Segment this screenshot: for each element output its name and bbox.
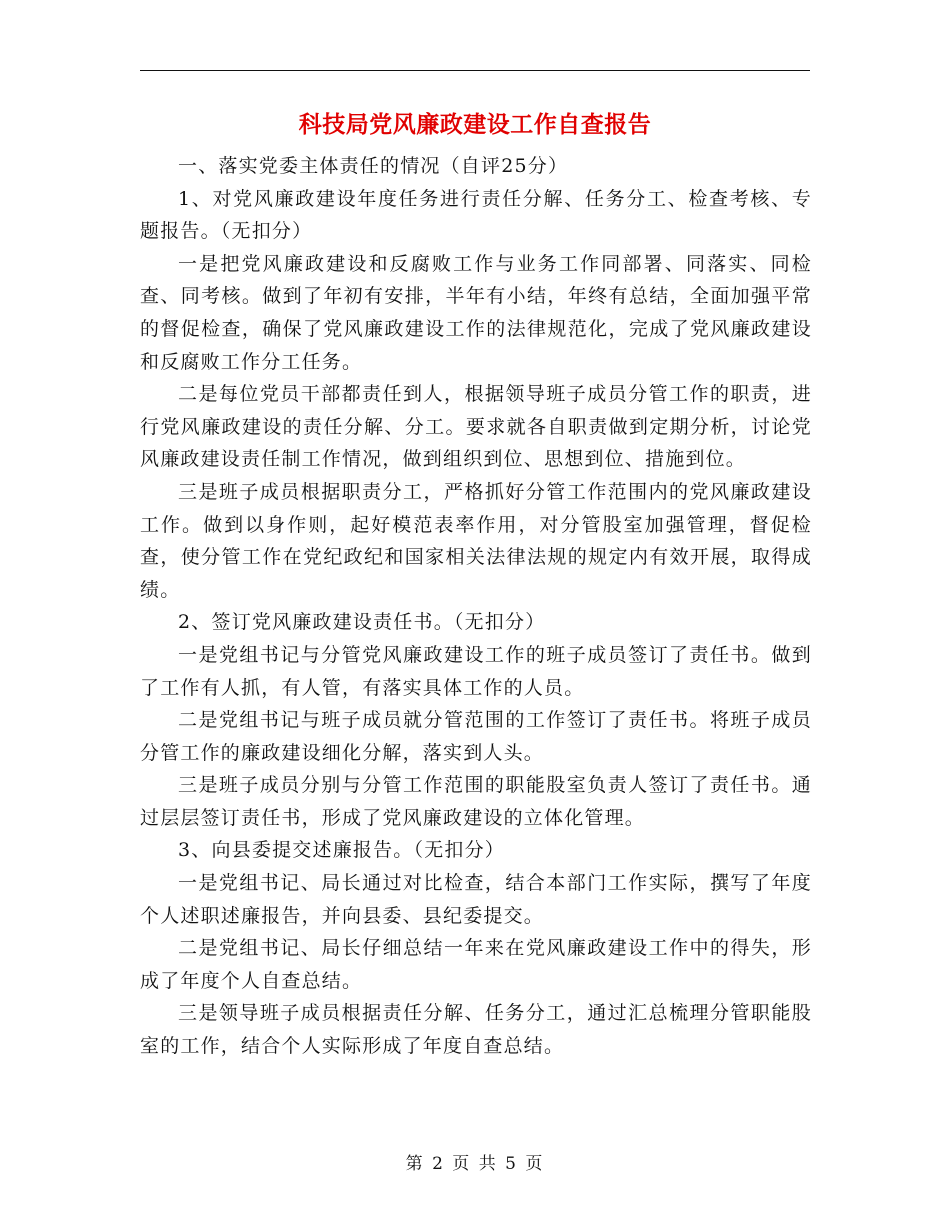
document-body bbox=[140, 150, 812, 1063]
body-paragraph: 一是把党风廉政建设和反腐败工作与业务工作同部署、同落实、同检查、同考核。做到了年初有安排，半年有小结，年终有总结，全面加强平常的督促检查，确保了党风廉政建设工作的法律规范化，完成了党风廉政建设和反腐败工作分工任务。 bbox=[140, 252, 812, 373]
body-paragraph: 三是班子成员根据职责分工，严格抓好分管工作范围内的党风廉政建设工作。做到以身作则，起好模范表率作用，对分管股室加强管理，督促检查，使分管工作在党纪政纪和国家相关法律法规的规定内有效开展，取得成绩。 bbox=[140, 480, 812, 601]
body-paragraph: 三是领导班子成员根据责任分解、任务分工，通过汇总梳理分管职能股室的工作，结合个人实际形成了年度自查总结。 bbox=[140, 1002, 812, 1058]
subsection-heading: 3、向县委提交述廉报告。（无扣分） bbox=[178, 839, 505, 862]
section-heading: 一、落实党委主体责任的情况（自评25分） bbox=[178, 155, 569, 177]
body-paragraph: 二是党组书记、局长仔细总结一年来在党风廉政建设工作中的得失，形成了年度个人自查总结。 bbox=[140, 937, 812, 992]
body-paragraph: 一是党组书记、局长通过对比检查，结合本部门工作实际，撰写了年度个人述职述廉报告，并向县委、县纪委提交。 bbox=[140, 872, 812, 927]
body-paragraph: 二是每位党员干部都责任到人，根据领导班子成员分管工作的职责，进行党风廉政建设的责任分解、分工。要求就各自职责做到定期分析，讨论党风廉政建设责任制工作情况，做到组织到位、思想到位、措施到位。 bbox=[140, 383, 812, 471]
page-number-footer: 第 2 页 共 5 页 bbox=[405, 1154, 545, 1174]
body-paragraph: 三是班子成员分别与分管工作范围的职能股室负责人签订了责任书。通过层层签订责任书，形成了党风廉政建设的立体化管理。 bbox=[140, 774, 812, 829]
subsection-heading: 1、对党风廉政建设年度任务进行责任分解、任务分工、检查考核、专题报告。（无扣分） bbox=[140, 187, 812, 243]
body-paragraph: 二是党组书记与班子成员就分管范围的工作签订了责任书。将班子成员分管工作的廉政建设细化分解，落实到人头。 bbox=[140, 709, 812, 764]
subsection-heading: 2、签订党风廉政建设责任书。（无扣分） bbox=[178, 611, 546, 634]
body-paragraph: 一是党组书记与分管党风廉政建设工作的班子成员签订了责任书。做到了工作有人抓，有人管，有落实具体工作的人员。 bbox=[140, 643, 812, 699]
header-rule bbox=[140, 70, 810, 71]
document-title: 科技局党风廉政建设工作自查报告 bbox=[298, 112, 652, 138]
